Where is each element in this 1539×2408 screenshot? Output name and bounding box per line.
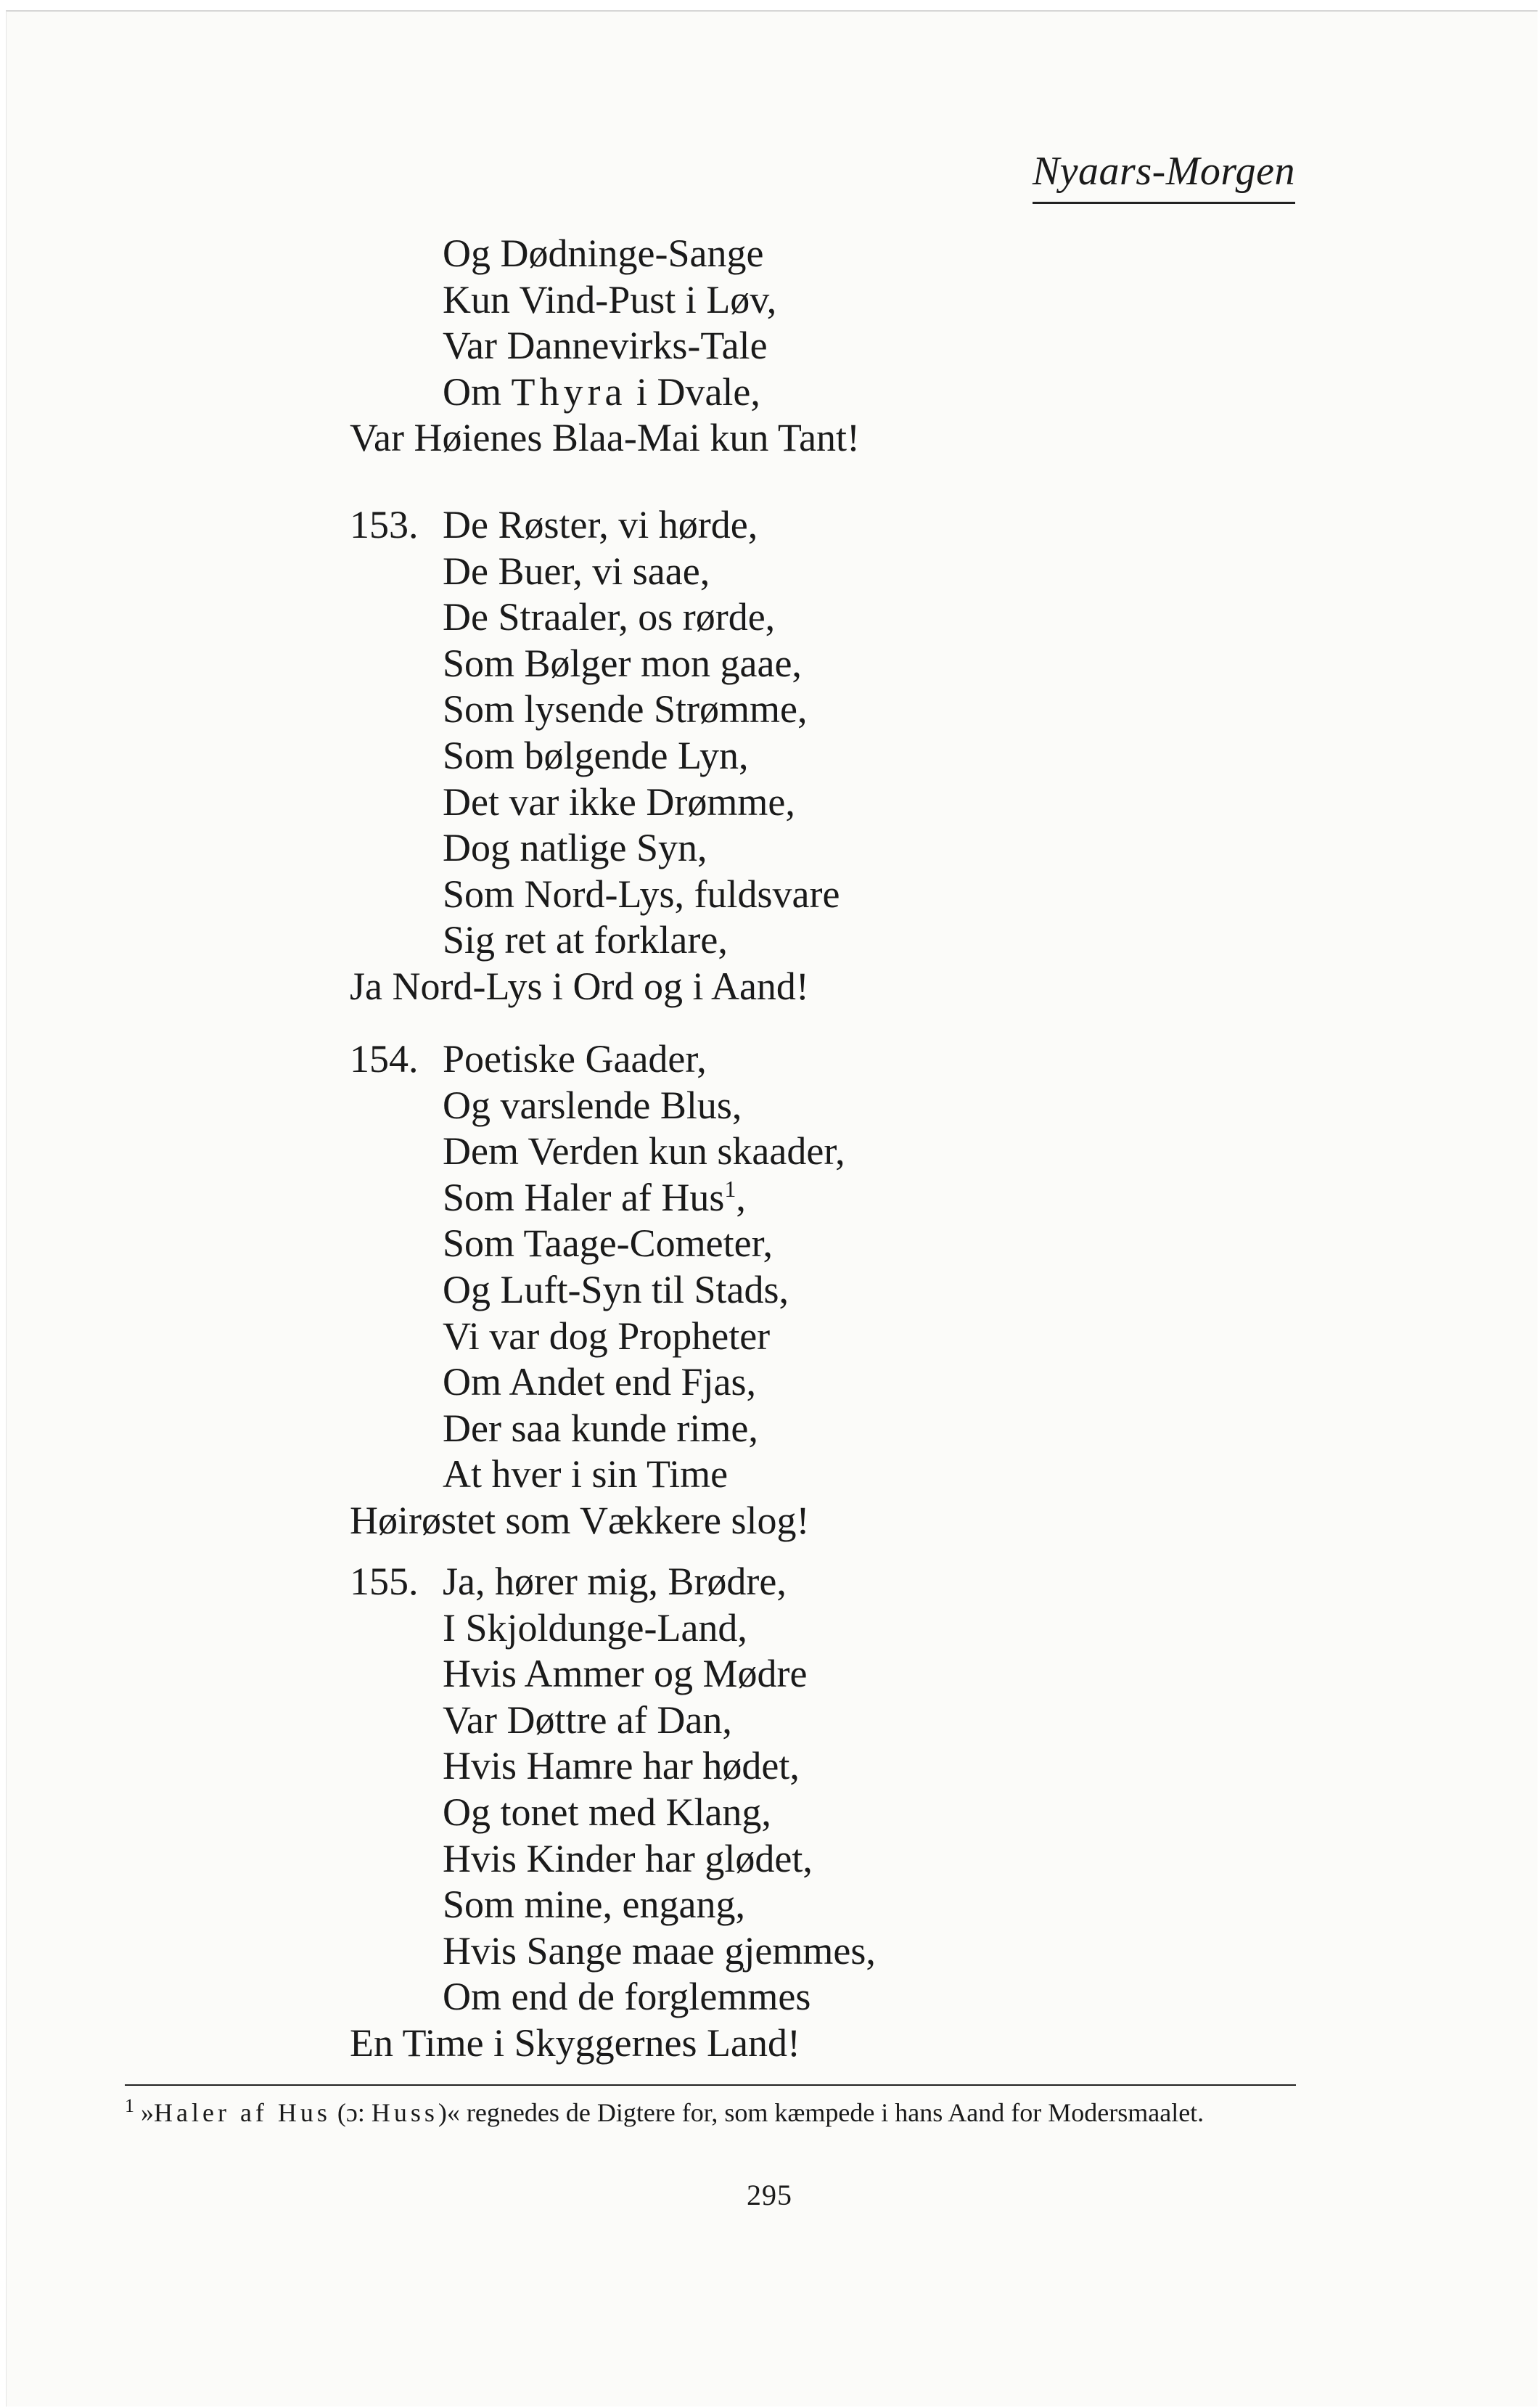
verse-line: Som lysende Strømme, bbox=[443, 687, 808, 732]
verse-text: Om bbox=[443, 369, 512, 414]
verse-line-final: Ja Nord-Lys i Ord og i Aand! bbox=[350, 964, 809, 1008]
verse-line: Dog natlige Syn, bbox=[443, 826, 707, 870]
verse-line: Og varslende Blus, bbox=[443, 1083, 742, 1127]
verse-line bbox=[350, 1175, 845, 1221]
stanza-number: 155. bbox=[350, 1560, 419, 1603]
footnote-emphasis: Huss bbox=[371, 2098, 438, 2127]
verse-line: Og Dødninge-Sange bbox=[443, 232, 764, 275]
verse-text: De Røster, vi hørde, bbox=[443, 503, 758, 546]
stanza-number: 154. bbox=[350, 1037, 419, 1081]
verse-line: Hvis Ammer og Mødre bbox=[443, 1652, 808, 1696]
footnote-quote-close: )« bbox=[438, 2098, 460, 2127]
emphasized-name: Thyra bbox=[511, 369, 627, 414]
verse-line: Hvis Sange maae gjemmes, bbox=[443, 1928, 876, 1973]
verse-line: Hvis Hamre har hødet, bbox=[443, 1744, 800, 1788]
verse-line: De Buer, vi saae, bbox=[443, 549, 710, 593]
footnote-text: regnedes de Digtere for, som kæmpede i hans Aand for Modersmaalet. bbox=[459, 2098, 1204, 2127]
verse-continuation bbox=[350, 231, 860, 462]
footnote-divider bbox=[125, 2084, 1296, 2086]
verse-line: Og Luft-Syn til Stads, bbox=[443, 1267, 789, 1311]
verse-line: Og tonet med Klang, bbox=[443, 1790, 771, 1834]
verse-line: I Skjoldunge-Land, bbox=[443, 1605, 747, 1650]
stanza-154 bbox=[350, 1036, 845, 1544]
verse-line: Sig ret at forklare, bbox=[443, 918, 728, 962]
verse-line-final: En Time i Skyggernes Land! bbox=[350, 2020, 800, 2065]
stanza-155 bbox=[350, 1559, 876, 2067]
stanza-number: 153. bbox=[350, 503, 419, 546]
verse-line: Det var ikke Drømme, bbox=[443, 779, 795, 824]
footnote-number: 1 bbox=[125, 2095, 134, 2116]
verse-line-final: Var Høienes Blaa-Mai kun Tant! bbox=[350, 416, 861, 460]
stanza-153 bbox=[350, 502, 840, 1010]
verse-text: Ja, hører mig, Brødre, bbox=[443, 1560, 787, 1603]
verse-line: Hvis Kinder har glødet, bbox=[443, 1836, 813, 1880]
verse-line: Var Dannevirks-Tale bbox=[443, 324, 768, 368]
verse-line: Vi var dog Propheter bbox=[443, 1314, 771, 1358]
footnote-paren: (ɔ: bbox=[330, 2098, 372, 2127]
verse-line: Dem Verden kun skaader, bbox=[443, 1129, 845, 1174]
verse-line bbox=[350, 1036, 845, 1083]
verse-text: Som Haler af Hus bbox=[443, 1175, 725, 1219]
verse-line-final: Høirøstet som Vækkere slog! bbox=[350, 1498, 810, 1542]
verse-line: Som Bølger mon gaae, bbox=[443, 641, 802, 685]
verse-line: At hver i sin Time bbox=[443, 1452, 729, 1496]
verse-line: Som bølgende Lyn, bbox=[443, 733, 749, 777]
verse-line: De Straaler, os rørde, bbox=[443, 595, 776, 639]
footnote-reference[interactable]: 1 bbox=[724, 1175, 736, 1202]
verse-line: Som Taage-Cometer, bbox=[443, 1221, 773, 1266]
verse-line bbox=[350, 502, 840, 549]
footnote-quote-open: » bbox=[141, 2098, 154, 2127]
footnote-emphasis: Haler af Hus bbox=[154, 2098, 331, 2127]
verse-text: , bbox=[736, 1175, 746, 1219]
verse-line: Om Andet end Fjas, bbox=[443, 1360, 756, 1404]
verse-line: Som Nord-Lys, fuldsvare bbox=[443, 872, 840, 916]
verse-line: Var Døttre af Dan, bbox=[443, 1698, 732, 1742]
verse-line bbox=[350, 1559, 876, 1605]
verse-line bbox=[350, 369, 860, 416]
verse-text: Poetiske Gaader, bbox=[443, 1037, 707, 1081]
verse-line: Der saa kunde rime, bbox=[443, 1406, 758, 1450]
verse-text: i Dvale, bbox=[626, 369, 760, 414]
verse-line: Om end de forglemmes bbox=[443, 1975, 811, 2019]
verse-line: Kun Vind-Pust i Løv, bbox=[443, 277, 777, 322]
page-number: 295 bbox=[747, 2179, 792, 2211]
running-head: Nyaars-Morgen bbox=[1033, 145, 1295, 204]
verse-line: Som mine, engang, bbox=[443, 1883, 745, 1927]
footnote bbox=[125, 2095, 1296, 2130]
